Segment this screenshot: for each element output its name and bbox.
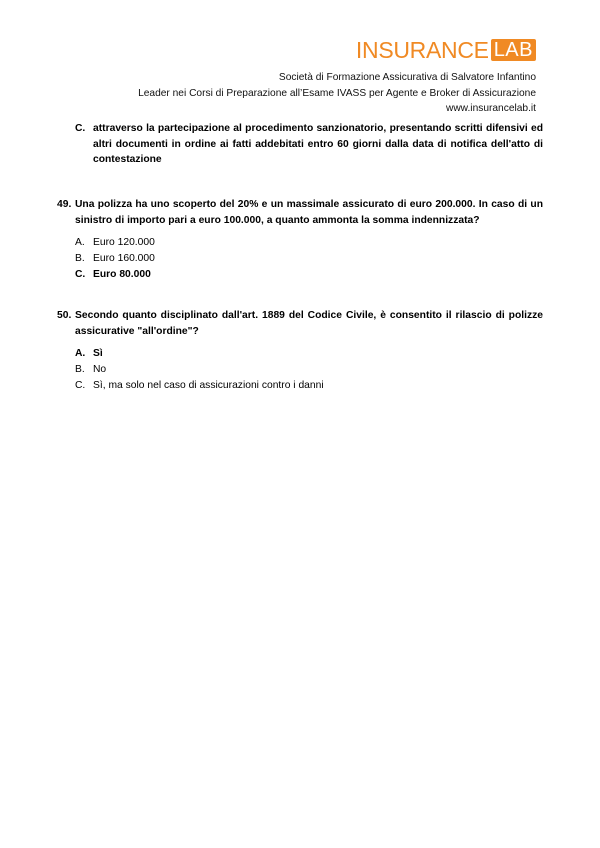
option-b xyxy=(57,362,543,378)
option-text: Sì xyxy=(93,348,103,360)
option-letter: C. xyxy=(75,123,86,134)
option-text: No xyxy=(93,364,107,376)
option-letter: C. xyxy=(75,379,86,391)
continued-option xyxy=(57,121,543,168)
option-letter: B. xyxy=(75,364,85,376)
option-text: Euro 160.000 xyxy=(93,253,155,265)
option-letter: A. xyxy=(75,348,86,360)
question-number: 50. xyxy=(57,310,72,321)
insurancelab-logo xyxy=(356,38,536,62)
option-a xyxy=(57,235,543,251)
option-text: attraverso la partecipazione al procedimento sanzionatorio, presentando scritti difensivi ed altri documenti in ordine ai fatti addebitati entro 60 giorni dalla data di notifica dell'atto di contestazione xyxy=(93,123,543,166)
option-b xyxy=(57,251,543,267)
question-number: 49. xyxy=(57,199,72,210)
option-letter: A. xyxy=(75,237,85,249)
option-a-correct xyxy=(57,346,543,362)
logo-box: LAB xyxy=(491,39,536,61)
company-line-2: Leader nei Corsi di Preparazione all’Esame IVASS per Agente e Broker di Assicurazione xyxy=(138,87,536,99)
company-line-1: Società di Formazione Assicurativa di Salvatore Infantino xyxy=(278,72,536,83)
question-50 xyxy=(57,308,543,394)
question-stem xyxy=(57,308,543,339)
question-49 xyxy=(57,197,543,283)
company-website: www.insurancelab.it xyxy=(445,103,536,114)
option-text: Sì, ma solo nel caso di assicurazioni contro i danni xyxy=(93,379,324,391)
option-c-correct xyxy=(57,267,543,283)
option-c xyxy=(57,378,543,394)
option-text: Euro 80.000 xyxy=(93,268,151,280)
logo-word: INSURANCE xyxy=(355,37,489,63)
question-text: Secondo quanto disciplinato dall'art. 1889 del Codice Civile, è consentito il rilascio di polizze assicurative "all'ordine"? xyxy=(75,310,543,337)
question-text: Una polizza ha uno scoperto del 20% e un massimale assicurato di euro 200.000. In caso di un sinistro di importo pari a euro 100.000, a quanto ammonta la somma indennizzata? xyxy=(75,199,543,226)
continued-option-block xyxy=(57,121,543,168)
option-letter: B. xyxy=(75,253,85,265)
question-stem xyxy=(57,197,543,228)
company-header xyxy=(138,70,536,117)
option-letter: C. xyxy=(75,268,86,280)
option-text: Euro 120.000 xyxy=(93,237,155,249)
